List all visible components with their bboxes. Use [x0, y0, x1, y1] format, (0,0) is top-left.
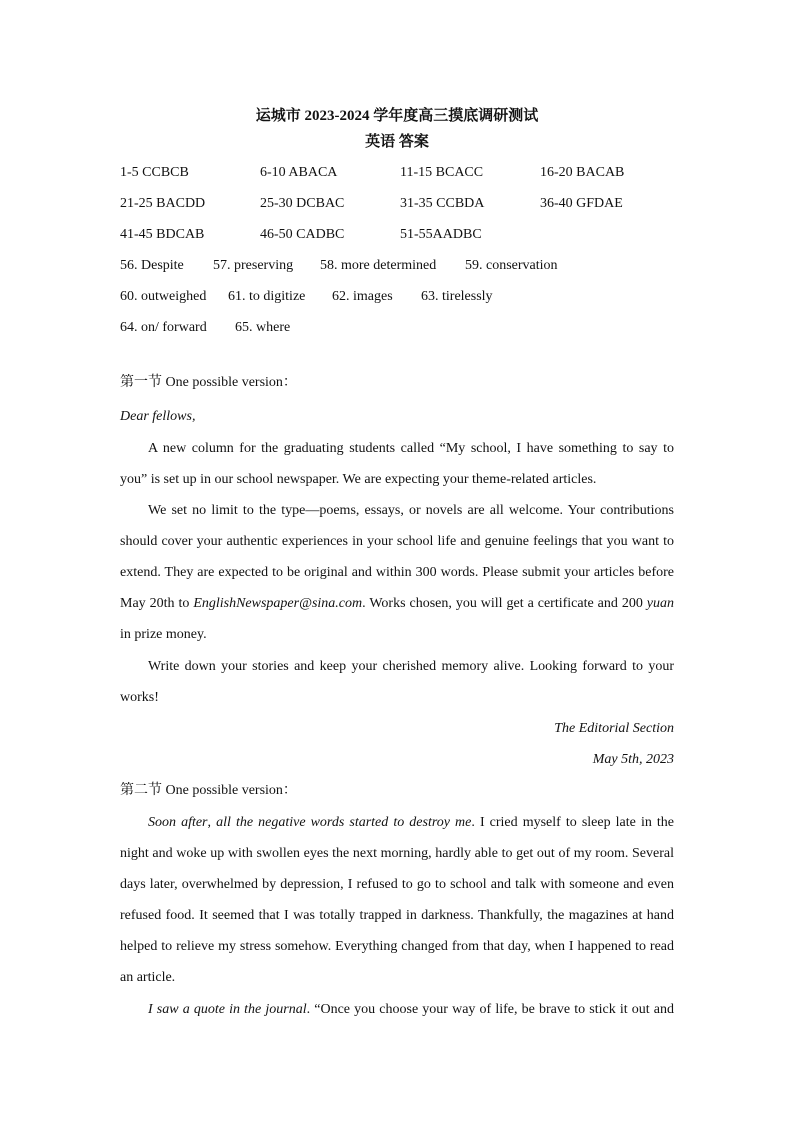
italic-text: EnglishNewspaper@sina.com [193, 596, 363, 611]
fill-in-row [120, 256, 674, 276]
text-segment: in prize money. [120, 627, 207, 642]
text-line [120, 563, 674, 583]
text-line [120, 875, 674, 895]
italic-text: I saw a quote in the journal [148, 1002, 307, 1017]
fill-in-answer: 64. on/ forward [120, 320, 207, 335]
answer-cell: 6-10 ABACA [260, 165, 338, 180]
text-line [120, 906, 674, 926]
text-segment: an article. [120, 970, 176, 985]
italic-text: The Editorial Section [554, 721, 674, 736]
fill-in-answer: 60. outweighed [120, 289, 207, 304]
fill-in-row [120, 287, 674, 307]
answer-cell: 25-30 DCBAC [260, 196, 345, 211]
text-segment: extend. They are expected to be original and within 300 words. Please submit your articles before [120, 565, 674, 580]
italic-text: yuan [646, 596, 674, 611]
text-segment: days later, overwhelmed by depression, I refused to go to school and talk with someone and even [120, 877, 674, 892]
text-line [120, 625, 674, 645]
fill-in-answer: 59. conservation [465, 258, 558, 273]
text-segment: 第二节 One possible version： [120, 783, 297, 798]
text-line [148, 439, 674, 459]
fill-in-answer: 58. more determined [320, 258, 437, 273]
fill-in-answer: 63. tirelessly [421, 289, 493, 304]
text-line [148, 657, 674, 677]
text-segment: refused food. It seemed that I was totally trapped in darkness. Thankfully, the magazines at hand [120, 908, 674, 923]
answer-cell: 11-15 BCACC [400, 165, 484, 180]
text-segment: A new column for the graduating students called “My school, I have something to say to [148, 441, 674, 456]
answer-cell: 46-50 CADBC [260, 227, 345, 242]
text-segment: May 20th to [120, 596, 194, 611]
answer-cell: 51-55AADBC [400, 227, 482, 242]
text-line [148, 1000, 674, 1020]
document-title: 运城市 2023-2024 学年度高三摸底调研测试 [255, 108, 539, 124]
italic-text: Soon after [148, 815, 208, 830]
answer-cell: 16-20 BACAB [540, 165, 625, 180]
text-segment: helped to relieve my stress somehow. Everything changed from that day, when I happened to read [120, 939, 674, 954]
answer-cell: 41-45 BDCAB [120, 227, 205, 242]
answer-row [120, 194, 674, 214]
italic-text: May 5th, 2023 [592, 752, 674, 767]
text-line [120, 719, 674, 739]
fill-in-answer: 57. preserving [213, 258, 294, 273]
answer-cell: 21-25 BACDD [120, 196, 206, 211]
text-line [120, 968, 674, 988]
text-segment: , [207, 815, 217, 830]
answer-row [120, 163, 674, 183]
text-segment: should cover your authentic experiences in your school life and genuine feelings that you want to [120, 534, 674, 549]
text-line [120, 937, 674, 957]
text-line [120, 750, 674, 770]
italic-text: Dear fellows, [120, 409, 196, 424]
text-segment: We set no limit to the type—poems, essays, or novels are all welcome. Your contributions [148, 503, 674, 518]
text-segment: 第一节 One possible version： [120, 375, 297, 390]
fill-in-answer: 62. images [332, 289, 393, 304]
text-line [120, 688, 674, 708]
fill-in-answer: 56. Despite [120, 258, 184, 273]
text-segment: . I cried myself to sleep late in the [471, 815, 674, 830]
text-line [120, 373, 674, 393]
text-line [148, 501, 674, 521]
text-line [120, 470, 674, 490]
italic-text: all the negative words started to destroy me [216, 815, 472, 830]
text-line [120, 781, 674, 801]
fill-in-answer: 61. to digitize [228, 289, 306, 304]
answer-cell: 31-35 CCBDA [400, 196, 485, 211]
document-subtitle: 英语 答案 [365, 134, 429, 150]
fill-in-row [120, 318, 674, 338]
text-line [120, 532, 674, 552]
text-segment: . Works chosen, you will get a certificate and 200 [362, 596, 647, 611]
text-segment: night and woke up with swollen eyes the next morning, hardly able to get out of my room. Several [120, 846, 674, 861]
fill-in-answer: 65. where [235, 320, 291, 335]
text-line [120, 407, 674, 427]
text-line [120, 844, 674, 864]
text-segment: . “Once you choose your way of life, be brave to stick it out and [306, 1002, 674, 1017]
answer-row [120, 225, 674, 245]
text-line [120, 594, 674, 614]
text-line [148, 813, 674, 833]
answer-cell: 36-40 GFDAE [540, 196, 623, 211]
answer-cell: 1-5 CCBCB [120, 165, 189, 180]
text-segment: works! [120, 690, 159, 705]
text-segment: Write down your stories and keep your cherished memory alive. Looking forward to your [148, 659, 674, 674]
text-segment: you” is set up in our school newspaper. We are expecting your theme-related articles. [120, 472, 597, 487]
